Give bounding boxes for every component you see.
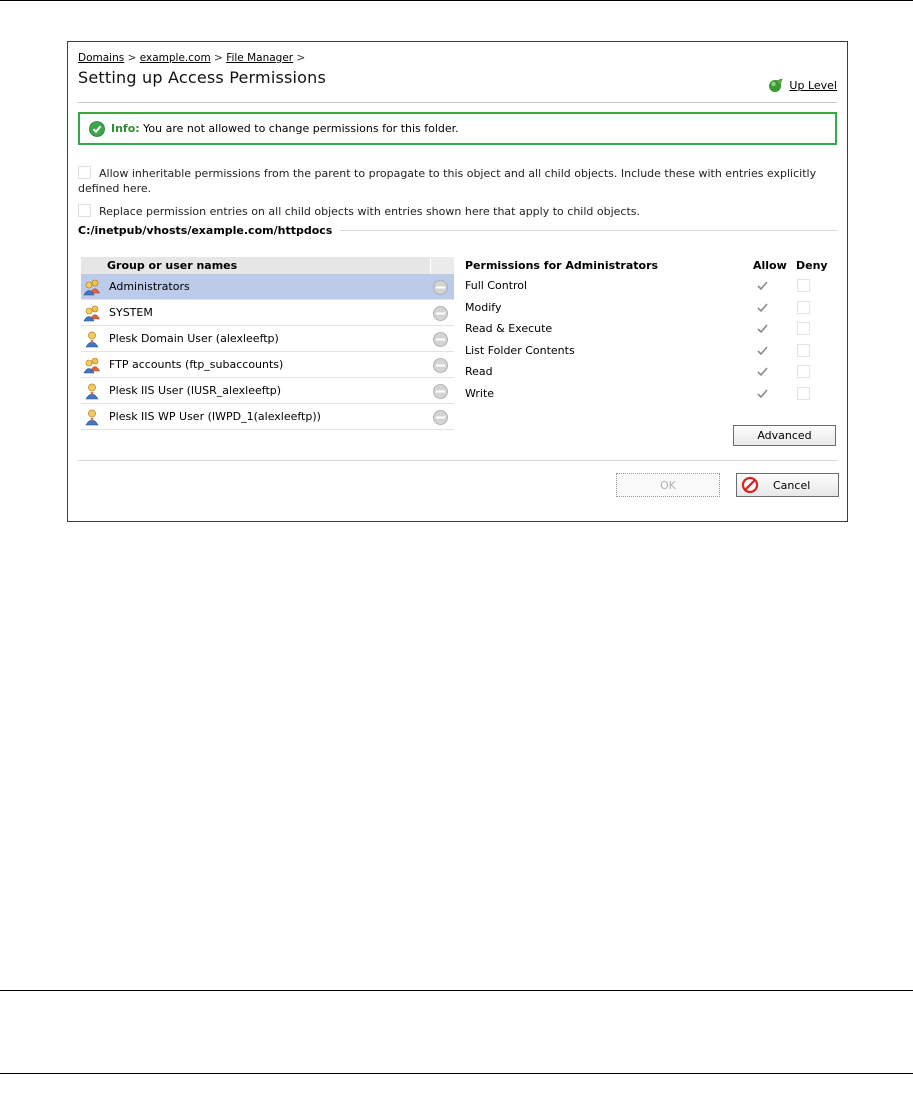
- deny-checkbox[interactable]: [797, 344, 810, 357]
- user-row[interactable]: [81, 404, 454, 430]
- user-name: Plesk IIS WP User (IWPD_1(alexleeftp)): [109, 410, 321, 423]
- breadcrumb: [78, 52, 305, 64]
- user-icon: [83, 408, 101, 426]
- info-label: Info:: [111, 122, 140, 135]
- info-message: You are not allowed to change permissions for this folder.: [143, 122, 459, 135]
- breadcrumb-separator: >: [296, 52, 306, 64]
- remove-icon[interactable]: [433, 306, 448, 321]
- info-text: [111, 122, 459, 135]
- user-list-header: [81, 257, 454, 274]
- group-icon: [83, 304, 101, 322]
- allow-checkmark[interactable]: [756, 365, 769, 378]
- info-check-icon: [89, 121, 105, 137]
- allow-checkmark[interactable]: [756, 387, 769, 400]
- folder-path-row: [78, 222, 837, 238]
- ok-button[interactable]: OK: [616, 473, 720, 497]
- allow-checkmark[interactable]: [756, 344, 769, 357]
- user-row[interactable]: [81, 300, 454, 326]
- deny-checkbox[interactable]: [797, 365, 810, 378]
- top-page-rule: [0, 0, 913, 1]
- user-icon: [83, 330, 101, 348]
- remove-icon[interactable]: [433, 384, 448, 399]
- footer-rule-upper: [0, 990, 913, 991]
- folder-path: C:/inetpub/vhosts/example.com/httpdocs: [78, 223, 333, 237]
- permission-row: [462, 383, 839, 405]
- info-message-box: [78, 112, 837, 145]
- breadcrumb-example-com[interactable]: example.com: [139, 52, 211, 64]
- access-permissions-panel: [67, 41, 848, 522]
- permission-label: Modify: [465, 300, 502, 314]
- breadcrumb-domains[interactable]: Domains: [78, 52, 125, 64]
- user-row[interactable]: [81, 378, 454, 404]
- permissions-header-title: Permissions for Administrators: [465, 259, 659, 272]
- user-list-header-corner: [430, 257, 454, 274]
- deny-checkbox[interactable]: [797, 301, 810, 314]
- advanced-button[interactable]: Advanced: [733, 425, 836, 446]
- inherit-permissions-option: [78, 166, 837, 196]
- inherit-permissions-label: Allow inheritable permissions from the parent to propagate to this object and all child objects. Include these with entries explicitly defined here.: [78, 167, 817, 195]
- permission-row: [462, 275, 839, 297]
- deny-checkbox[interactable]: [797, 279, 810, 292]
- replace-permissions-label: Replace permission entries on all child objects with entries shown here that apply to child objects.: [99, 205, 641, 218]
- footer-rule-lower: [0, 1073, 913, 1074]
- cancel-icon: [741, 476, 759, 494]
- page-title: Setting up Access Permissions: [78, 68, 327, 87]
- breadcrumb-separator: >: [127, 52, 137, 64]
- user-row[interactable]: [81, 352, 454, 378]
- permission-row: [462, 340, 839, 362]
- permission-label: Read: [465, 365, 493, 379]
- path-divider: [340, 230, 837, 231]
- permission-label: Read & Execute: [465, 322, 553, 336]
- user-list-header-label: Group or user names: [107, 259, 238, 272]
- cancel-label: Cancel: [773, 478, 811, 492]
- permission-label: Write: [465, 386, 495, 400]
- allow-checkmark[interactable]: [756, 279, 769, 292]
- breadcrumb-separator: >: [214, 52, 223, 64]
- breadcrumb-file-manager[interactable]: File Manager: [226, 52, 294, 64]
- user-name: FTP accounts (ftp_subaccounts): [109, 358, 284, 371]
- allow-checkmark[interactable]: [756, 322, 769, 335]
- replace-permissions-checkbox[interactable]: [78, 204, 91, 217]
- remove-icon[interactable]: [433, 280, 448, 295]
- permission-row: [462, 318, 839, 340]
- replace-permissions-option: [78, 204, 837, 219]
- deny-column-header: Deny: [796, 259, 828, 272]
- permission-row: [462, 297, 839, 319]
- deny-checkbox[interactable]: [797, 322, 810, 335]
- allow-checkmark[interactable]: [756, 301, 769, 314]
- cancel-button[interactable]: [736, 473, 839, 497]
- remove-icon[interactable]: [433, 332, 448, 347]
- user-name: SYSTEM: [109, 306, 153, 319]
- title-divider: [78, 102, 837, 103]
- footer-divider: [78, 460, 837, 461]
- user-list: [81, 257, 454, 430]
- group-icon: [83, 356, 101, 374]
- permissions-header: [462, 257, 839, 275]
- permission-row: [462, 361, 839, 383]
- user-row[interactable]: [81, 326, 454, 352]
- allow-column-header: Allow: [753, 259, 787, 272]
- inherit-permissions-checkbox[interactable]: [78, 166, 91, 179]
- user-row[interactable]: [81, 274, 454, 300]
- user-name: Administrators: [109, 280, 190, 293]
- remove-icon[interactable]: [433, 358, 448, 373]
- up-level-icon: [768, 77, 786, 93]
- user-name: Plesk Domain User (alexleeftp): [109, 332, 279, 345]
- up-level-label[interactable]: Up Level: [789, 78, 837, 92]
- user-name: Plesk IIS User (IUSR_alexleeftp): [109, 384, 282, 397]
- permissions-table: [462, 257, 839, 405]
- permission-label: Full Control: [465, 279, 528, 292]
- group-icon: [83, 278, 101, 296]
- permission-label: List Folder Contents: [465, 343, 575, 357]
- deny-checkbox[interactable]: [797, 387, 810, 400]
- user-icon: [83, 382, 101, 400]
- remove-icon[interactable]: [433, 410, 448, 425]
- up-level-link[interactable]: [768, 77, 837, 93]
